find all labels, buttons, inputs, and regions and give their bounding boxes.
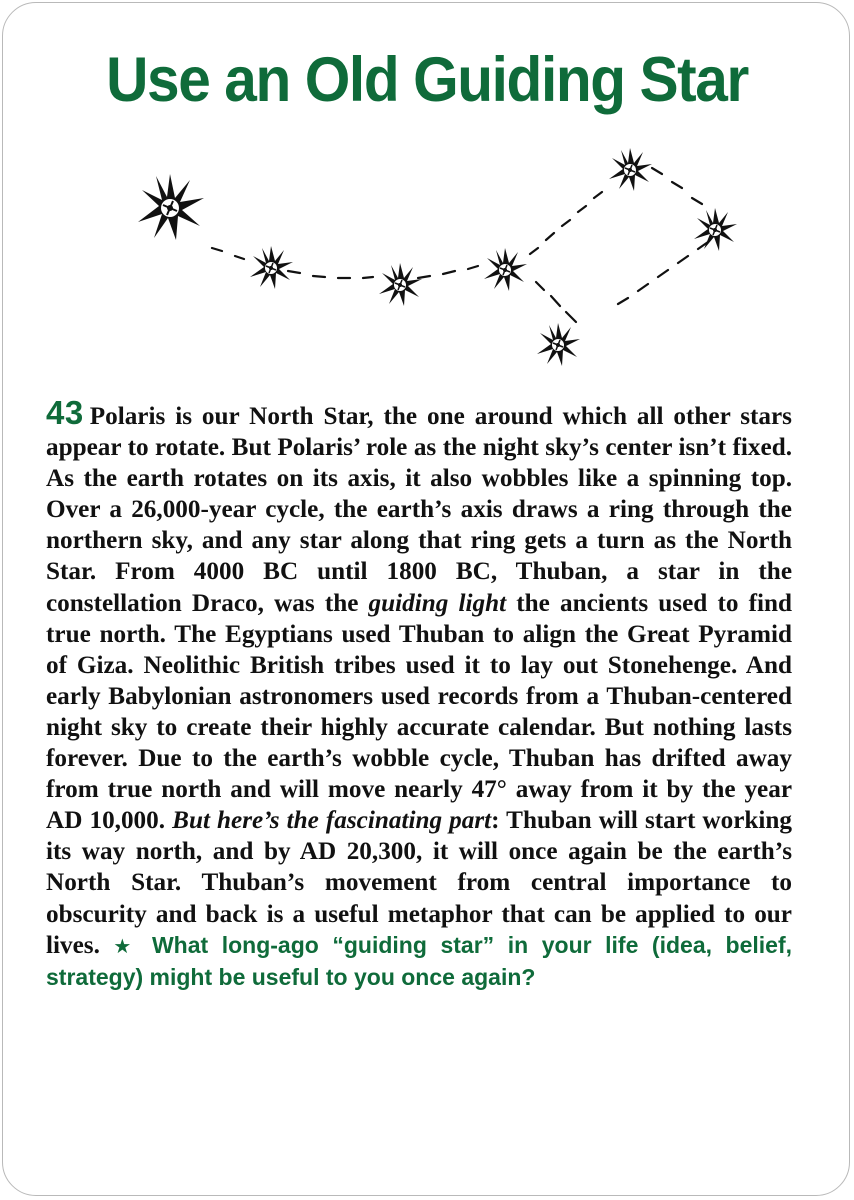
- reflection-question: What long-ago “guiding star” in your life (idea, belief, strategy) might be useful to you once again?: [46, 931, 793, 990]
- card-body: [46, 394, 793, 993]
- body-paragraph-1: Polaris is our North Star, the one around which all other stars appear to rotate. But Polaris’ role as the night sky’s center isn’t fixed. As the earth rotates on its axis, it also wobbles like a spinning top. Over a 26,000-year cycle, the earth’s axis draws a ring through the northern sky, and any star along that ring gets a turn as the North Star. From 4000 BC until 1800 BC, Thuban, a star in the constellation Draco, was the: [46, 403, 792, 617]
- body-emphasis-2: But here’s the fascinating part: [172, 807, 492, 835]
- constellation-draco-icon: [110, 140, 760, 390]
- card-number: 43: [46, 394, 84, 431]
- body-paragraph-3: : Thuban will start working its way north, and by AD 20,300, it will once again be the earth’s North Star. Thuban’s movement from central importance to obscurity and back is a useful metaphor that can be applied to our lives.: [46, 807, 792, 959]
- star-icon: ★: [113, 933, 139, 958]
- card-title: Use an Old Guiding Star: [106, 45, 748, 115]
- body-emphasis-1: guiding light: [368, 589, 507, 617]
- body-paragraph-2: the ancients used to find true north. The Egyptians used Thuban to align the Great Pyramid of Giza. Neolithic British tribes used it to lay out Stonehenge. And early Babylonian astronomers used records from a Thuban-centered night sky to create their highly accurate calendar. But nothing lasts forever. Due to the earth’s wobble cycle, Thuban has drifted away from true north and will move nearly 47° away from it by the year AD 10,000.: [46, 589, 792, 835]
